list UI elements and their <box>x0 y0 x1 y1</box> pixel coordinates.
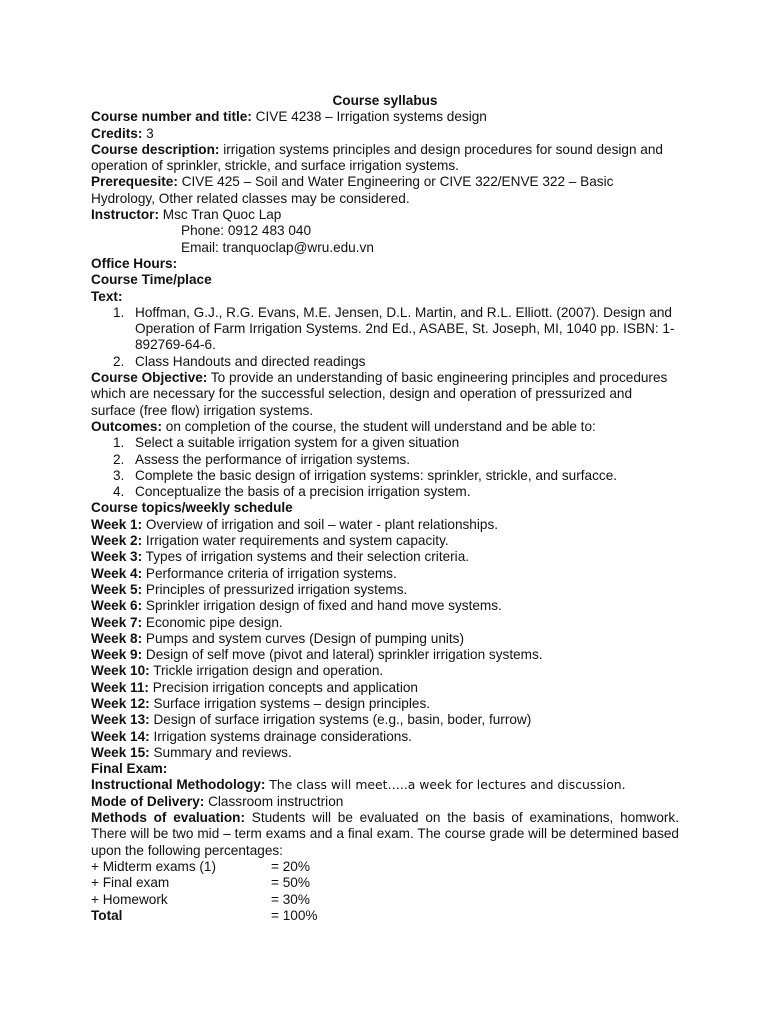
grade-breakdown <box>91 859 679 924</box>
week-text: Types of irrigation systems and their selection criteria. <box>145 549 470 565</box>
outcomes-value: on completion of the course, the student will understand and be able to: <box>165 418 596 434</box>
list-text: Select a suitable irrigation system for a given situation <box>135 435 460 451</box>
text-label: Text: <box>91 288 123 304</box>
page-title: Course syllabus <box>332 93 438 108</box>
week-text: Sprinkler irrigation design of fixed and hand move systems. <box>145 598 502 614</box>
methodology-label: Instructional Methodology: <box>91 777 266 793</box>
course-number-label: Course number and title: <box>91 109 252 125</box>
week-label: Week 2: <box>91 533 143 549</box>
week-label: Week 7: <box>91 614 143 630</box>
prerequisite-value: CIVE 425 – Soil and Water Engineering or CIVE 322/ENVE 322 – Basic Hydrology, Other related classes may be considered. <box>91 174 614 206</box>
week-label: Week 5: <box>91 581 143 597</box>
objective-label: Course Objective: <box>91 370 208 386</box>
week-label: Week 14: <box>91 728 150 744</box>
week-row <box>91 598 679 614</box>
grade-total-value: = 100% <box>271 907 318 923</box>
week-text: Principles of pressurized irrigation systems. <box>145 581 408 597</box>
textbook-list <box>91 305 679 370</box>
grade-total-row <box>91 908 679 924</box>
week-row <box>91 680 679 696</box>
description-label: Course description: <box>91 141 220 157</box>
instructor-line <box>91 207 679 223</box>
week-text: Summary and reviews. <box>153 744 292 760</box>
week-row <box>91 615 679 631</box>
list-item <box>91 305 679 354</box>
week-label: Week 1: <box>91 516 143 532</box>
week-text: Economic pipe design. <box>145 614 283 630</box>
office-hours-label: Office Hours: <box>91 255 178 271</box>
week-label: Week 3: <box>91 549 143 565</box>
week-row <box>91 566 679 582</box>
description-value: irrigation systems principles and design procedures for sound design and operation of sprinkler, strickle, and surface irrigation systems. <box>91 141 663 174</box>
week-row <box>91 533 679 549</box>
syllabus-document <box>91 93 679 924</box>
grade-value: = 20% <box>271 858 310 874</box>
list-number: 2. <box>113 353 125 369</box>
instructor-phone: Phone: 0912 483 040 <box>181 223 312 239</box>
grade-item: + Midterm exams (1) <box>91 858 217 874</box>
objective-paragraph <box>91 370 679 419</box>
list-number: 3. <box>113 467 125 483</box>
outcomes-label: Outcomes: <box>91 418 163 434</box>
course-time-label: Course Time/place <box>91 272 212 288</box>
delivery-label: Mode of Delivery: <box>91 793 205 809</box>
week-label: Week 10: <box>91 663 150 679</box>
week-row <box>91 517 679 533</box>
week-row <box>91 631 679 647</box>
instructor-email: Email: tranquoclap@wru.edu.vn <box>181 239 374 255</box>
week-row <box>91 647 679 663</box>
evaluation-paragraph <box>91 810 679 859</box>
schedule-label: Course topics/weekly schedule <box>91 500 293 516</box>
week-row <box>91 729 679 745</box>
week-label: Week 6: <box>91 598 143 614</box>
list-item <box>91 354 679 370</box>
delivery-line <box>91 794 679 810</box>
grade-row <box>91 859 679 875</box>
week-label: Week 15: <box>91 744 150 760</box>
week-text: Pumps and system curves (Design of pumping units) <box>145 630 465 646</box>
week-label: Week 9: <box>91 647 143 663</box>
methodology-value: The class will meet…..a week for lectures and discussion. <box>269 777 626 793</box>
prerequisite-paragraph <box>91 174 679 207</box>
week-label: Week 8: <box>91 630 143 646</box>
course-number-line <box>91 109 679 125</box>
list-number: 4. <box>113 484 125 500</box>
methodology-line <box>91 777 679 793</box>
week-text: Irrigation water requirements and system capacity. <box>145 533 449 549</box>
grade-value: = 50% <box>271 875 310 891</box>
list-text: Complete the basic design of irrigation systems: sprinkler, strickle, and surfacce. <box>135 467 618 483</box>
delivery-value: Classroom instructrion <box>208 793 344 809</box>
list-item <box>91 468 679 484</box>
week-text: Overview of irrigation and soil – water - plant relationships. <box>145 516 499 532</box>
week-row <box>91 663 679 679</box>
week-label: Week 13: <box>91 712 150 728</box>
week-text: Irrigation systems drainage considerations. <box>153 728 412 744</box>
list-number: 2. <box>113 451 125 467</box>
week-row <box>91 582 679 598</box>
grade-item: + Final exam <box>91 875 170 891</box>
weekly-schedule <box>91 517 679 761</box>
week-text: Design of self move (pivot and lateral) sprinkler irrigation systems. <box>145 647 543 663</box>
week-row <box>91 549 679 565</box>
week-row <box>91 696 679 712</box>
instructor-name: Msc Tran Quoc Lap <box>162 207 282 223</box>
credits-value: 3 <box>146 125 154 141</box>
outcomes-line <box>91 419 679 435</box>
week-text: Precision irrigation concepts and application <box>152 679 418 695</box>
list-item <box>91 435 679 451</box>
list-number: 1. <box>113 435 125 451</box>
grade-row <box>91 875 679 891</box>
week-text: Surface irrigation systems – design principles. <box>153 695 431 711</box>
grade-total-label: Total <box>91 907 123 923</box>
credits-label: Credits: <box>91 125 143 141</box>
instructor-label: Instructor: <box>91 207 159 223</box>
grade-item: + Homework <box>91 891 168 907</box>
list-text: Hoffman, G.J., R.G. Evans, M.E. Jensen, D.L. Martin, and R.L. Elliott. (2007). Design and Operation of Farm Irrigation Systems. 2nd Ed., ASABE, St. Joseph, MI, 1040 pp. ISBN: 1-892769-64-6. <box>135 304 675 353</box>
list-item <box>91 484 679 500</box>
outcomes-list <box>91 435 679 500</box>
week-label: Week 4: <box>91 565 143 581</box>
objective-value: To provide an understanding of basic engineering principles and procedures which are necessary for the successful selection, design and operation of pressurized and surface (free flow) irrigation systems. <box>91 370 668 418</box>
week-row <box>91 712 679 728</box>
week-text: Design of surface irrigation systems (e.g., basin, boder, furrow) <box>153 712 532 728</box>
list-item <box>91 452 679 468</box>
list-text: Class Handouts and directed readings <box>135 353 366 369</box>
evaluation-label: Methods of evaluation: <box>91 810 245 826</box>
week-label: Week 11: <box>91 679 149 695</box>
grade-row <box>91 892 679 908</box>
week-label: Week 12: <box>91 695 150 711</box>
description-paragraph <box>91 142 679 175</box>
list-number: 1. <box>113 304 125 320</box>
credits-line <box>91 126 679 142</box>
course-number-value: CIVE 4238 – Irrigation systems design <box>255 109 487 125</box>
prerequisite-label: Prerequesite: <box>91 174 178 190</box>
week-text: Performance criteria of irrigation systems. <box>145 565 397 581</box>
grade-value: = 30% <box>271 891 310 907</box>
evaluation-value: Students will be evaluated on the basis of examinations, homwork. There will be two mid – term exams and a final exam. The course grade will be determined based upon the following percentages: <box>91 810 680 858</box>
week-text: Trickle irrigation design and operation. <box>153 663 384 679</box>
week-row <box>91 745 679 761</box>
final-exam-label: Final Exam: <box>91 761 168 777</box>
list-text: Assess the performance of irrigation systems. <box>135 451 411 467</box>
list-text: Conceptualize the basis of a precision irrigation system. <box>135 484 471 500</box>
